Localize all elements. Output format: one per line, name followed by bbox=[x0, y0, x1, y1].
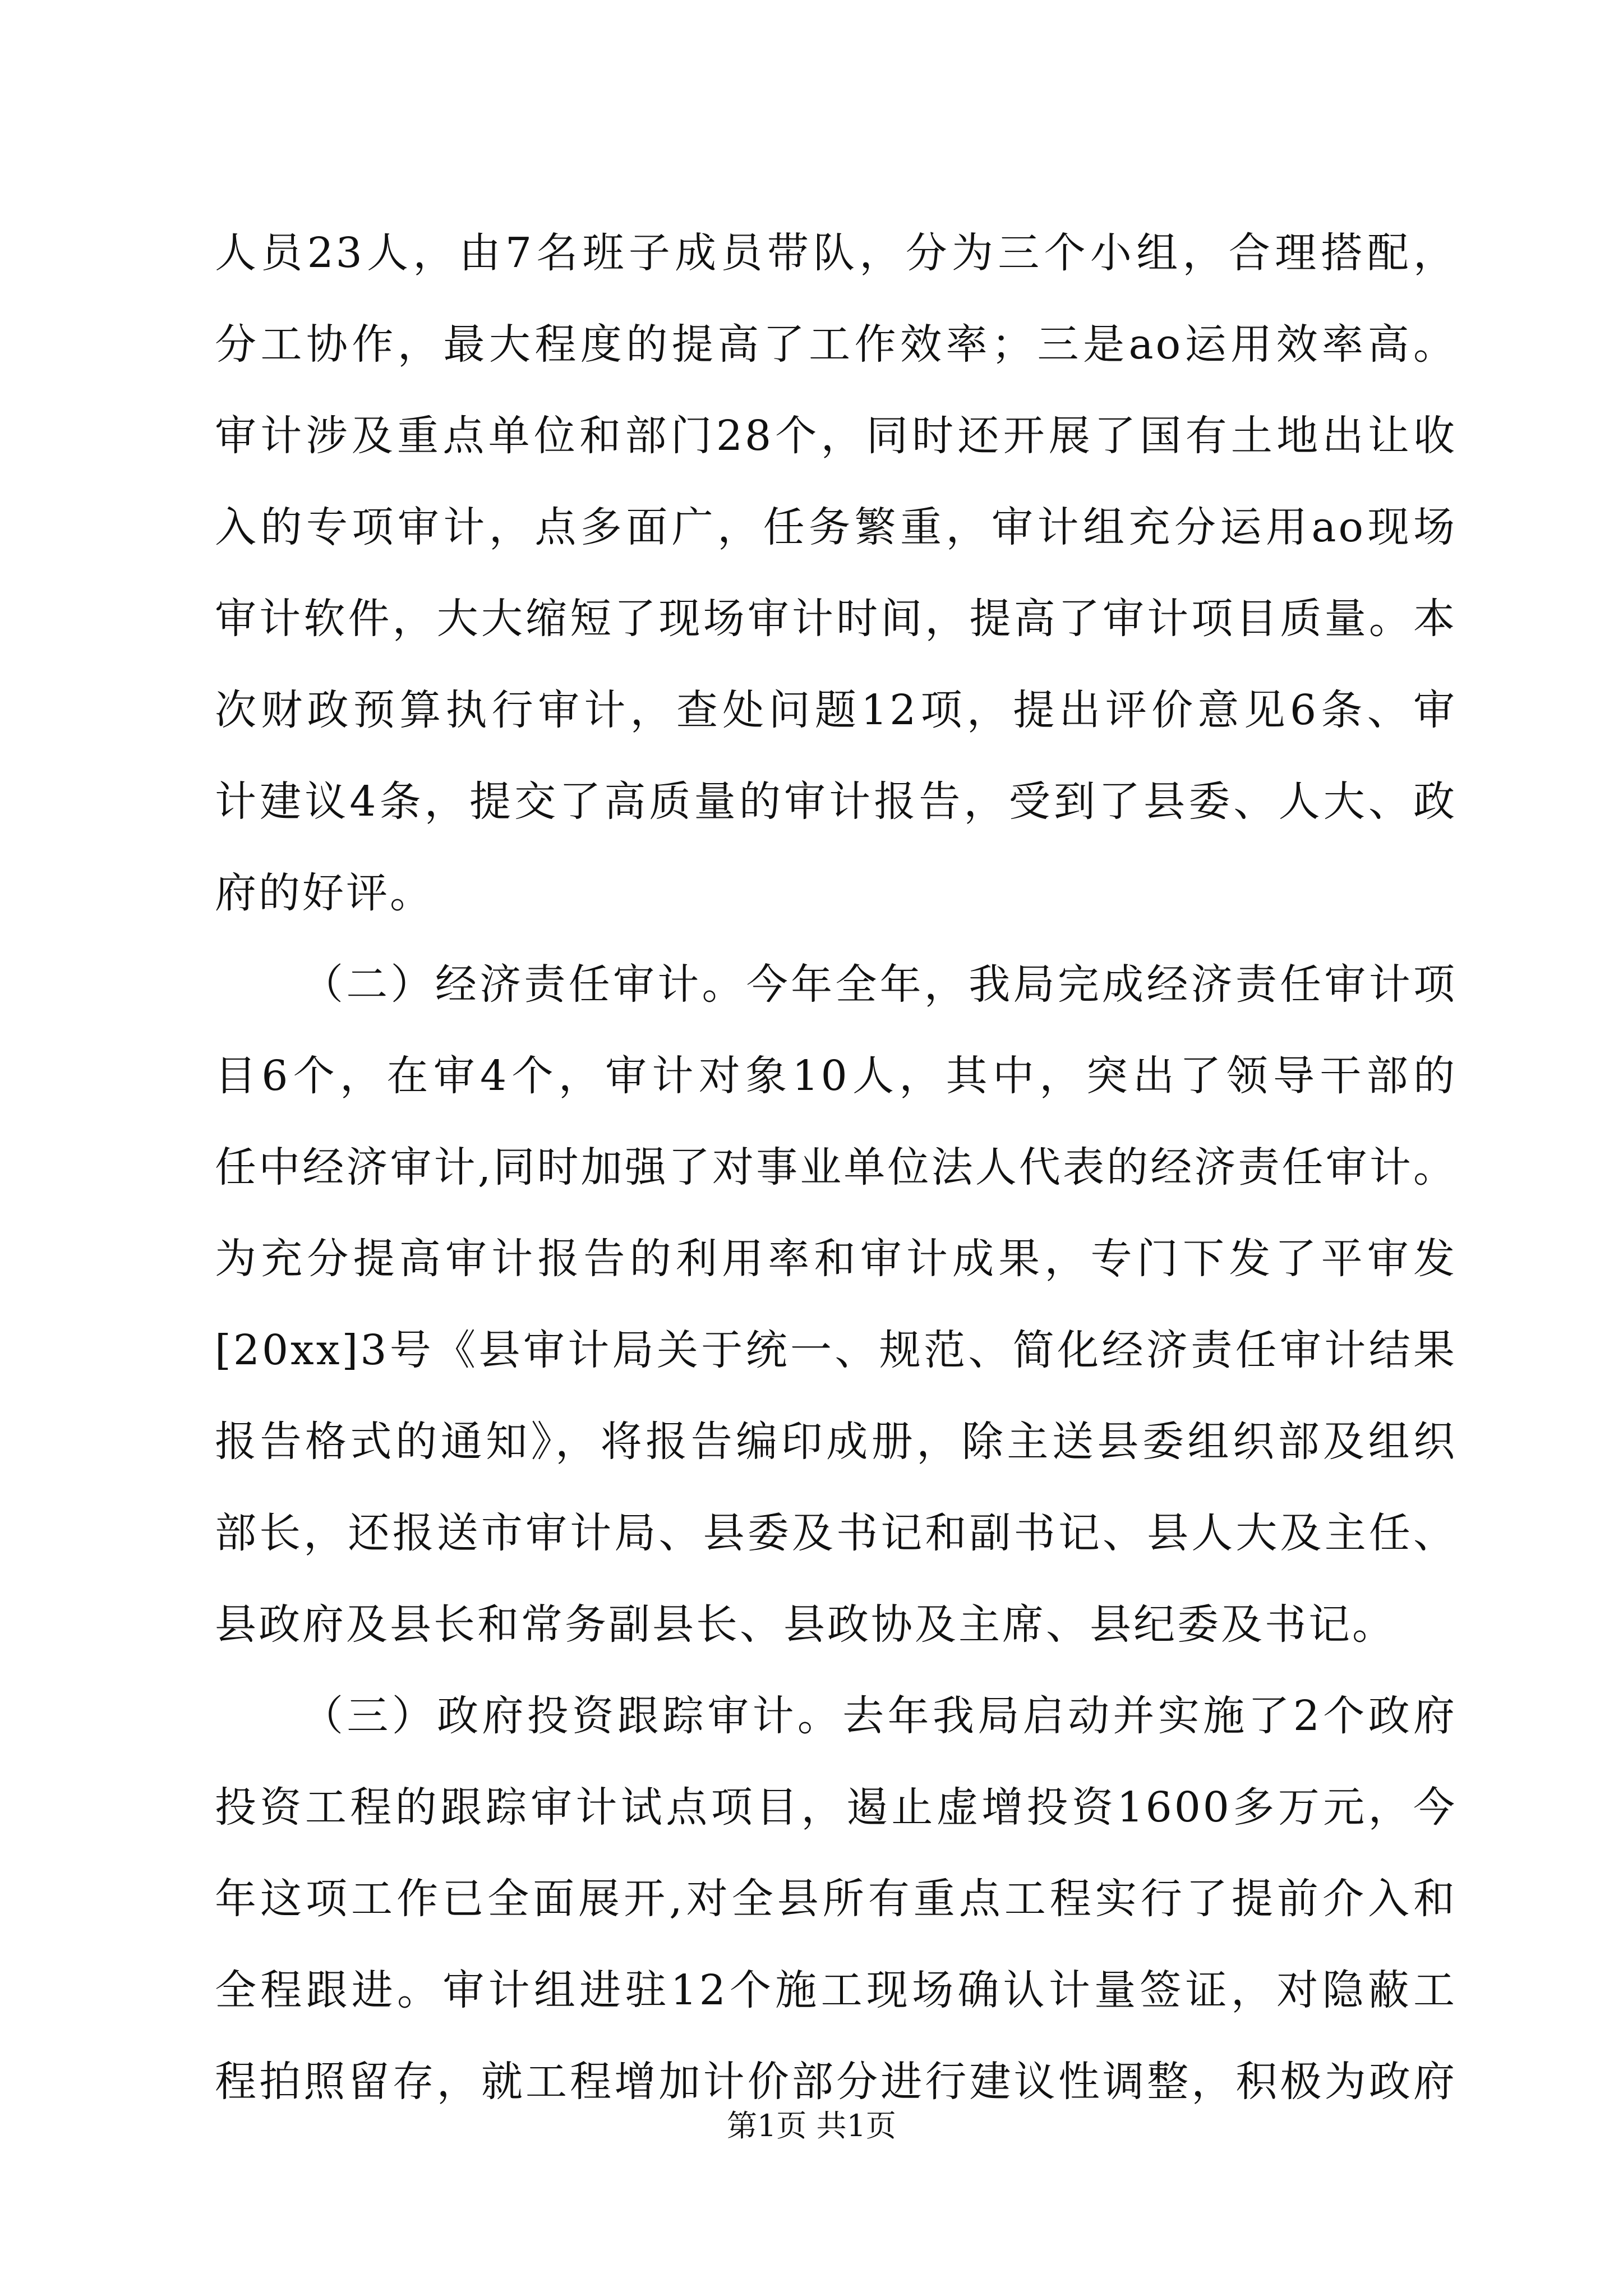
text-line: 程拍照留存，就工程增加计价部分进行建议性调整，积极为政府 bbox=[215, 2058, 1457, 2106]
text-line: 审计软件，大大缩短了现场审计时间，提高了审计项目质量。本 bbox=[215, 595, 1457, 643]
text-line: （二）经济责任审计。今年全年，我局完成经济责任审计项 bbox=[302, 960, 1457, 1009]
text-line: 全程跟进。审计组进驻12个施工现场确认计量签证，对隐蔽工 bbox=[215, 1966, 1457, 2014]
document-body bbox=[215, 208, 1457, 2128]
paragraph bbox=[215, 208, 1457, 939]
paragraph bbox=[215, 1671, 1457, 2128]
text-line: 部长，还报送市审计局、县委及书记和副书记、县人大及主任、 bbox=[215, 1509, 1457, 1557]
page-footer: 第1页 共1页 bbox=[727, 2108, 896, 2143]
text-line: 入的专项审计，点多面广，任务繁重，审计组充分运用ao现场 bbox=[215, 503, 1457, 551]
text-line: 为充分提高审计报告的利用率和审计成果，专门下发了平审发 bbox=[215, 1235, 1457, 1283]
text-line: 次财政预算执行审计，查处问题12项，提出评价意见6条、审 bbox=[215, 686, 1457, 734]
paragraph bbox=[215, 939, 1457, 1671]
text-line: 府的好评。 bbox=[215, 869, 434, 917]
text-line: 人员23人，由7名班子成员带队，分为三个小组，合理搭配， bbox=[215, 229, 1457, 277]
text-line: （三）政府投资跟踪审计。去年我局启动并实施了2个政府 bbox=[302, 1692, 1457, 1740]
text-line: 报告格式的通知》，将报告编印成册，除主送县委组织部及组织 bbox=[215, 1418, 1457, 1466]
text-line: 审计涉及重点单位和部门28个，同时还开展了国有土地出让收 bbox=[215, 412, 1457, 460]
text-line: 年这项工作已全面展开,对全县所有重点工程实行了提前介入和 bbox=[215, 1875, 1457, 1923]
text-line: 分工协作，最大程度的提高了工作效率；三是ao运用效率高。 bbox=[215, 320, 1457, 369]
text-line: 目6个，在审4个，审计对象10人，其中，突出了领导干部的 bbox=[215, 1052, 1457, 1100]
text-line: 县政府及县长和常务副县长、县政协及主席、县纪委及书记。 bbox=[215, 1600, 1396, 1649]
text-line: 投资工程的跟踪审计试点项目，遏止虚增投资1600多万元，今 bbox=[215, 1783, 1457, 1832]
text-line: 任中经济审计,同时加强了对事业单位法人代表的经济责任审计。 bbox=[215, 1143, 1457, 1191]
text-line: [20xx]3号《县审计局关于统一、规范、简化经济责任审计结果 bbox=[215, 1326, 1457, 1374]
text-line: 计建议4条，提交了高质量的审计报告，受到了县委、人大、政 bbox=[215, 777, 1457, 826]
